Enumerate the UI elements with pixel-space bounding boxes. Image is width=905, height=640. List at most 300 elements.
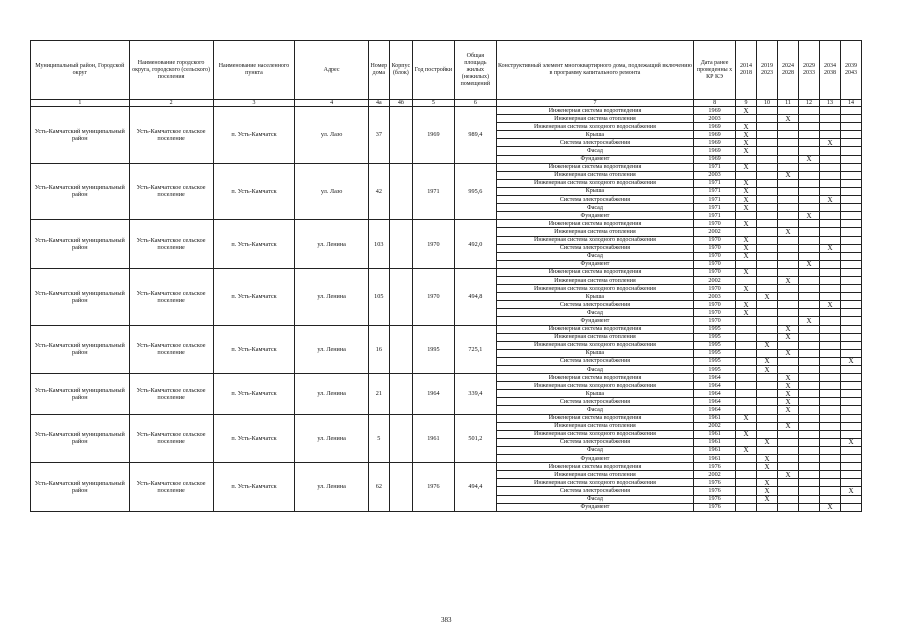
period-cell [778,212,799,220]
column-number-row [31,100,862,107]
period-cell [736,276,757,284]
period-cell [840,455,861,463]
period-mark-cell: X [778,276,799,284]
period-cell [778,179,799,187]
structural-element-cell: Фасад [496,147,693,155]
locality-cell: п. Усть-Камчатск [213,325,295,374]
period-cell [736,487,757,495]
structural-element-cell: Фундамент [496,317,693,325]
prior-repair-date-cell: 1961 [694,455,736,463]
period-cell [778,139,799,147]
period-cell [736,471,757,479]
header-element: Конструктивный элемент многоквартирного дома, подлежащий включению в программу капитального ремонта [496,41,693,100]
period-mark-cell: X [736,204,757,212]
period-cell [840,163,861,171]
period-cell [840,366,861,374]
period-cell [757,374,778,382]
column-number: 1 [31,100,130,107]
header-address: Адрес [295,41,368,100]
structural-element-cell: Фасад [496,252,693,260]
build-year-cell: 1995 [412,325,454,374]
settlement-cell: Усть-Камчатское сельское поселение [129,414,213,463]
period-mark-cell: X [736,252,757,260]
period-cell [757,155,778,163]
structural-element-cell: Фундамент [496,212,693,220]
period-cell [757,212,778,220]
period-cell [840,212,861,220]
house-number-cell: 37 [368,107,389,164]
table-row [31,107,862,115]
period-cell [778,414,799,422]
prior-repair-date-cell: 2003 [694,293,736,301]
period-cell [736,212,757,220]
period-cell [840,390,861,398]
district-cell: Усть-Камчатский муниципальный район [31,463,130,512]
period-cell [778,285,799,293]
period-cell [840,179,861,187]
column-number: 3 [213,100,295,107]
period-cell [840,301,861,309]
block-cell [389,374,412,414]
period-cell [778,455,799,463]
period-cell [819,382,840,390]
period-cell [799,115,820,123]
period-mark-cell: X [736,430,757,438]
period-cell [778,438,799,446]
period-cell [778,487,799,495]
period-cell [840,471,861,479]
period-mark-cell: X [757,293,778,301]
period-cell [778,317,799,325]
address-cell: ул. Ленина [295,325,368,374]
header-period: 2029 2033 [799,41,820,100]
structural-element-cell: Инженерная система водоотведения [496,268,693,276]
structural-element-cell: Инженерная система холодного водоснабжения [496,179,693,187]
period-cell [819,293,840,301]
period-cell [736,398,757,406]
build-year-cell: 1964 [412,374,454,414]
period-cell [799,366,820,374]
period-cell [736,390,757,398]
structural-element-cell: Фундамент [496,455,693,463]
period-cell [819,220,840,228]
period-cell [799,139,820,147]
prior-repair-date-cell: 2002 [694,228,736,236]
settlement-cell: Усть-Камчатское сельское поселение [129,325,213,374]
prior-repair-date-cell: 1971 [694,212,736,220]
block-cell [389,325,412,374]
district-cell: Усть-Камчатский муниципальный район [31,414,130,463]
settlement-cell: Усть-Камчатское сельское поселение [129,163,213,220]
column-number: 8 [694,100,736,107]
period-mark-cell: X [757,438,778,446]
prior-repair-date-cell: 1964 [694,406,736,414]
prior-repair-date-cell: 1976 [694,495,736,503]
period-cell [757,333,778,341]
period-cell [736,406,757,414]
period-cell [819,228,840,236]
period-cell [840,147,861,155]
period-cell [736,455,757,463]
period-cell [819,398,840,406]
period-cell [819,471,840,479]
period-mark-cell: X [778,390,799,398]
period-cell [778,252,799,260]
period-cell [736,341,757,349]
settlement-cell: Усть-Камчатское сельское поселение [129,220,213,269]
period-cell [840,155,861,163]
period-cell [819,430,840,438]
structural-element-cell: Инженерная система водоотведения [496,325,693,333]
period-cell [819,357,840,365]
period-cell [819,455,840,463]
period-cell [799,422,820,430]
prior-repair-date-cell: 1961 [694,430,736,438]
column-number: 9 [736,100,757,107]
locality-cell: п. Усть-Камчатск [213,163,295,220]
prior-repair-date-cell: 1970 [694,301,736,309]
locality-cell: п. Усть-Камчатск [213,268,295,325]
period-cell [757,244,778,252]
period-cell [819,260,840,268]
locality-cell: п. Усть-Камчатск [213,463,295,512]
period-cell [799,430,820,438]
period-cell [819,212,840,220]
address-cell: ул. Ленина [295,374,368,414]
build-year-cell: 1970 [412,268,454,325]
period-cell [819,390,840,398]
structural-element-cell: Инженерная система водоотведения [496,374,693,382]
period-cell [840,446,861,454]
period-cell [840,382,861,390]
address-cell: ул. Лазо [295,107,368,164]
period-cell [757,107,778,115]
prior-repair-date-cell: 1969 [694,107,736,115]
program-table-sheet [30,40,862,512]
structural-element-cell: Инженерная система отопления [496,471,693,479]
period-cell [819,495,840,503]
period-cell [778,268,799,276]
structural-element-cell: Система электроснабжения [496,487,693,495]
prior-repair-date-cell: 1964 [694,398,736,406]
structural-element-cell: Фасад [496,495,693,503]
period-cell [819,187,840,195]
period-cell [819,446,840,454]
period-cell [799,285,820,293]
period-cell [757,325,778,333]
prior-repair-date-cell: 2003 [694,115,736,123]
period-cell [840,260,861,268]
period-cell [736,479,757,487]
period-cell [799,163,820,171]
period-cell [840,187,861,195]
period-mark-cell: X [819,503,840,511]
column-number: 11 [778,100,799,107]
prior-repair-date-cell: 1995 [694,357,736,365]
table-row [31,414,862,422]
period-cell [778,503,799,511]
column-number: 2 [129,100,213,107]
build-year-cell: 1961 [412,414,454,463]
period-mark-cell: X [736,147,757,155]
block-cell [389,268,412,325]
period-cell [840,252,861,260]
period-mark-cell: X [736,139,757,147]
structural-element-cell: Крыша [496,293,693,301]
period-cell [757,422,778,430]
period-cell [778,107,799,115]
period-cell [840,196,861,204]
period-cell [736,422,757,430]
period-cell [757,220,778,228]
structural-element-cell: Система электроснабжения [496,244,693,252]
period-cell [757,503,778,511]
period-cell [819,179,840,187]
period-mark-cell: X [736,244,757,252]
period-mark-cell: X [819,301,840,309]
period-cell [840,268,861,276]
period-cell [799,123,820,131]
period-mark-cell: X [840,487,861,495]
period-cell [757,398,778,406]
period-cell [736,349,757,357]
header-district: Муниципальный район, Городской округ [31,41,130,100]
period-mark-cell: X [736,131,757,139]
build-year-cell: 1976 [412,463,454,512]
period-mark-cell: X [778,374,799,382]
period-cell [819,374,840,382]
house-number-cell: 16 [368,325,389,374]
period-cell [819,479,840,487]
period-mark-cell: X [778,349,799,357]
period-cell [757,252,778,260]
settlement-cell: Усть-Камчатское сельское поселение [129,463,213,512]
prior-repair-date-cell: 1995 [694,366,736,374]
period-cell [778,463,799,471]
period-cell [757,414,778,422]
period-cell [840,325,861,333]
period-mark-cell: X [819,244,840,252]
period-cell [819,115,840,123]
structural-element-cell: Фундамент [496,155,693,163]
period-cell [819,487,840,495]
prior-repair-date-cell: 1969 [694,147,736,155]
period-mark-cell: X [757,479,778,487]
prior-repair-date-cell: 1969 [694,155,736,163]
period-cell [778,236,799,244]
prior-repair-date-cell: 1971 [694,187,736,195]
period-cell [840,503,861,511]
address-cell: ул. Лазо [295,163,368,220]
header-settlement: Наименование городского округа, городского (сельского) поселения [129,41,213,100]
structural-element-cell: Инженерная система водоотведения [496,107,693,115]
period-cell [799,220,820,228]
header-prior-repair-date: Дата ранее проведенны х КР КЭ [694,41,736,100]
period-cell [799,438,820,446]
prior-repair-date-cell: 1961 [694,438,736,446]
header-period: 2014 2018 [736,41,757,100]
period-mark-cell: X [757,366,778,374]
period-cell [840,228,861,236]
period-cell [819,204,840,212]
period-cell [757,285,778,293]
structural-element-cell: Инженерная система холодного водоснабжения [496,430,693,438]
structural-element-cell: Инженерная система холодного водоснабжения [496,123,693,131]
period-mark-cell: X [736,107,757,115]
period-mark-cell: X [778,471,799,479]
district-cell: Усть-Камчатский муниципальный район [31,374,130,414]
period-cell [799,187,820,195]
structural-element-cell: Фасад [496,406,693,414]
period-mark-cell: X [778,333,799,341]
period-cell [840,171,861,179]
period-cell [757,163,778,171]
period-cell [757,228,778,236]
period-cell [757,236,778,244]
period-cell [819,463,840,471]
period-cell [840,236,861,244]
period-cell [799,382,820,390]
period-cell [736,333,757,341]
period-cell [819,163,840,171]
period-cell [840,131,861,139]
period-cell [799,204,820,212]
period-cell [819,171,840,179]
period-cell [819,366,840,374]
period-mark-cell: X [819,139,840,147]
period-cell [799,341,820,349]
period-cell [778,147,799,155]
period-cell [757,268,778,276]
structural-element-cell: Крыша [496,187,693,195]
table-header-row [31,41,862,100]
area-cell: 989,4 [454,107,496,164]
prior-repair-date-cell: 1970 [694,220,736,228]
period-cell [799,406,820,414]
period-mark-cell: X [736,414,757,422]
period-cell [757,260,778,268]
period-cell [757,382,778,390]
period-mark-cell: X [736,309,757,317]
prior-repair-date-cell: 1995 [694,341,736,349]
period-cell [778,495,799,503]
table-row [31,374,862,382]
prior-repair-date-cell: 1961 [694,414,736,422]
header-period: 2024 2028 [778,41,799,100]
period-cell [799,390,820,398]
period-cell [778,479,799,487]
prior-repair-date-cell: 1976 [694,479,736,487]
header-year: Год постройки [412,41,454,100]
period-cell [799,479,820,487]
period-cell [757,446,778,454]
period-cell [799,503,820,511]
period-cell [757,147,778,155]
page-number: 383 [441,616,452,624]
house-number-cell: 42 [368,163,389,220]
area-cell: 501,2 [454,414,496,463]
period-mark-cell: X [757,495,778,503]
structural-element-cell: Инженерная система водоотведения [496,414,693,422]
prior-repair-date-cell: 1964 [694,390,736,398]
block-cell [389,463,412,512]
period-mark-cell: X [799,317,820,325]
structural-element-cell: Инженерная система отопления [496,228,693,236]
period-cell [799,357,820,365]
area-cell: 995,6 [454,163,496,220]
period-cell [799,471,820,479]
period-cell [819,131,840,139]
period-cell [819,333,840,341]
table-row [31,220,862,228]
period-cell [778,123,799,131]
period-cell [799,244,820,252]
period-cell [799,131,820,139]
capital-repair-table [30,40,862,512]
settlement-cell: Усть-Камчатское сельское поселение [129,107,213,164]
column-number: 5 [412,100,454,107]
period-cell [799,179,820,187]
column-number: 10 [757,100,778,107]
table-body [31,100,862,512]
period-cell [819,414,840,422]
locality-cell: п. Усть-Камчатск [213,107,295,164]
structural-element-cell: Система электроснабжения [496,139,693,147]
house-number-cell: 5 [368,414,389,463]
period-cell [757,196,778,204]
period-cell [840,374,861,382]
table-row [31,163,862,171]
period-cell [799,301,820,309]
structural-element-cell: Система электроснабжения [496,301,693,309]
period-mark-cell: X [799,212,820,220]
period-cell [819,422,840,430]
structural-element-cell: Фундамент [496,260,693,268]
house-number-cell: 21 [368,374,389,414]
period-mark-cell: X [799,260,820,268]
period-cell [819,438,840,446]
block-cell [389,414,412,463]
build-year-cell: 1969 [412,107,454,164]
period-mark-cell: X [736,268,757,276]
structural-element-cell: Фундамент [496,503,693,511]
area-cell: 339,4 [454,374,496,414]
period-mark-cell: X [736,179,757,187]
structural-element-cell: Система электроснабжения [496,398,693,406]
period-cell [778,260,799,268]
address-cell: ул. Ленина [295,268,368,325]
period-cell [757,171,778,179]
block-cell [389,220,412,269]
period-cell [799,236,820,244]
period-cell [778,341,799,349]
house-number-cell: 62 [368,463,389,512]
period-cell [819,309,840,317]
period-cell [799,463,820,471]
district-cell: Усть-Камчатский муниципальный район [31,163,130,220]
period-cell [799,268,820,276]
period-cell [778,366,799,374]
structural-element-cell: Крыша [496,349,693,357]
prior-repair-date-cell: 1971 [694,196,736,204]
period-cell [799,333,820,341]
period-cell [799,446,820,454]
period-cell [840,349,861,357]
prior-repair-date-cell: 1995 [694,333,736,341]
header-period: 2019 2023 [757,41,778,100]
period-mark-cell: X [778,228,799,236]
prior-repair-date-cell: 1995 [694,349,736,357]
